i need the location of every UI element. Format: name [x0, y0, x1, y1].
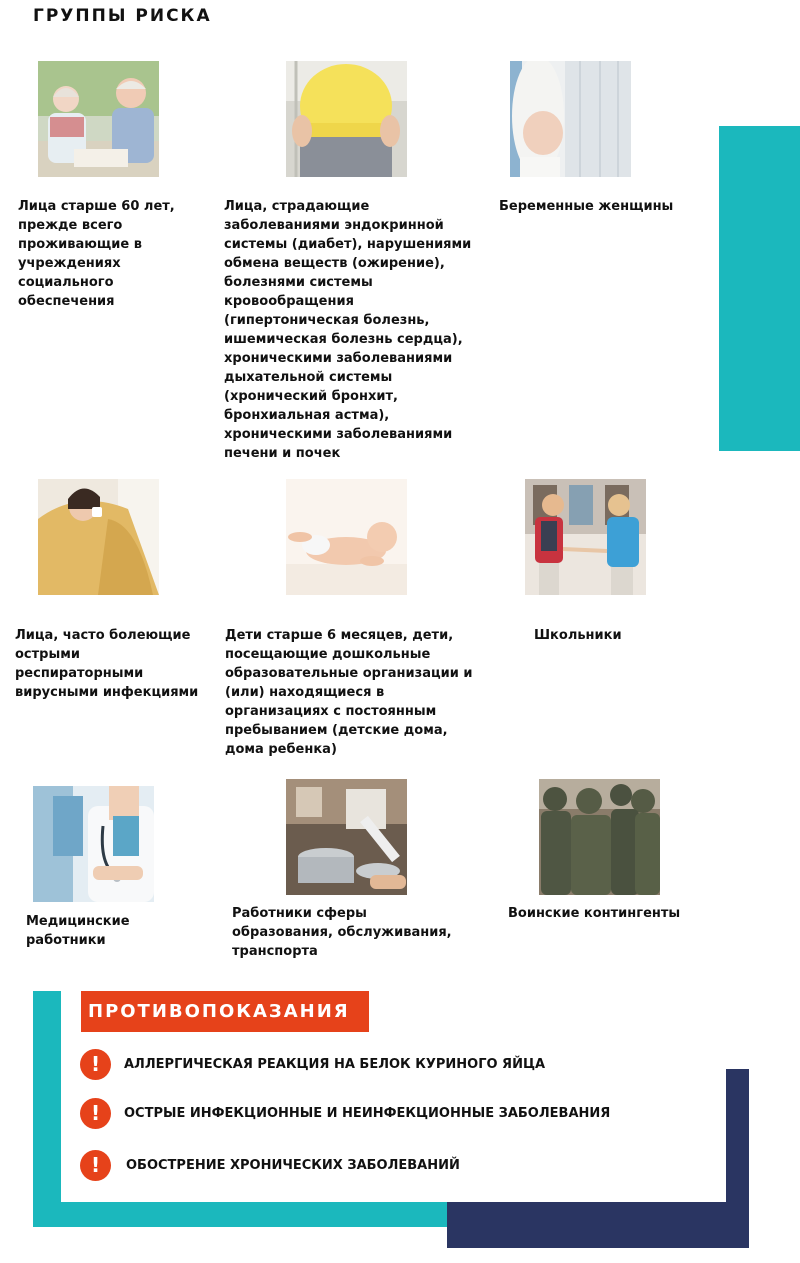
contraindication-item — [80, 1097, 610, 1129]
caption-medical-workers: Медицинские работники — [26, 914, 130, 948]
exclamation-icon: ! — [80, 1049, 111, 1080]
soldiers-photo — [539, 779, 660, 895]
contraindication-text: АЛЛЕРГИЧЕСКАЯ РЕАКЦИЯ НА БЕЛОК КУРИНОГО ЯЙЦА — [124, 1056, 546, 1072]
caption-children: Дети старше 6 месяцев, дети, посещающие дошкольные образовательные организации и (или) находящиеся в организациях с постоянным пребыванием (детские дома, дома ребенка) — [225, 628, 473, 757]
contraindication-item — [80, 1048, 545, 1080]
caption-frequently-ill: Лица, часто болеющие острыми респираторными вирусными инфекциями — [15, 628, 199, 700]
caption-pregnant: Беременные женщины — [499, 199, 674, 214]
risk-groups-title: ГРУППЫ РИСКА — [33, 6, 212, 26]
caption-schoolchildren: Школьники — [534, 628, 622, 643]
elderly-couple-photo — [38, 61, 159, 177]
service-worker-photo — [286, 779, 407, 895]
exclamation-icon: ! — [80, 1150, 111, 1181]
baby-photo — [286, 479, 407, 595]
caption-chronic-diseases: Лица, страдающие заболеваниями эндокринной системы (диабет), нарушениями обмена веществ (ожирение), болезнями системы кровообращения (гипертоническая болезнь, ишемическая болезнь сердца), хроническими заболеваниями дыхательной системы (хронический бронхит, бронхиальная астма), хроническими заболеваниями печени и почек — [224, 199, 472, 461]
caption-elderly: Лица старше 60 лет, прежде всего проживающие в учреждениях социального обеспечения — [18, 199, 175, 309]
schoolchildren-photo — [525, 479, 646, 595]
pregnant-woman-photo — [510, 61, 631, 177]
contraindications-title: ПРОТИВОПОКАЗАНИЯ — [81, 991, 369, 1032]
caption-service-workers: Работники сферы образования, обслуживания, транспорта — [232, 906, 452, 959]
contraindication-item — [80, 1149, 460, 1181]
decorative-teal-strip — [719, 126, 800, 451]
contraindication-text: ОСТРЫЕ ИНФЕКЦИОННЫЕ И НЕИНФЕКЦИОННЫЕ ЗАБОЛЕВАНИЯ — [124, 1105, 611, 1121]
contraindication-text: ОБОСТРЕНИЕ ХРОНИЧЕСКИХ ЗАБОЛЕВАНИЙ — [126, 1157, 460, 1173]
medical-worker-photo — [33, 786, 154, 902]
obese-person-photo — [286, 61, 407, 177]
caption-military: Воинские контингенты — [508, 906, 681, 921]
exclamation-icon: ! — [80, 1098, 111, 1129]
sick-person-blanket-photo — [38, 479, 159, 595]
